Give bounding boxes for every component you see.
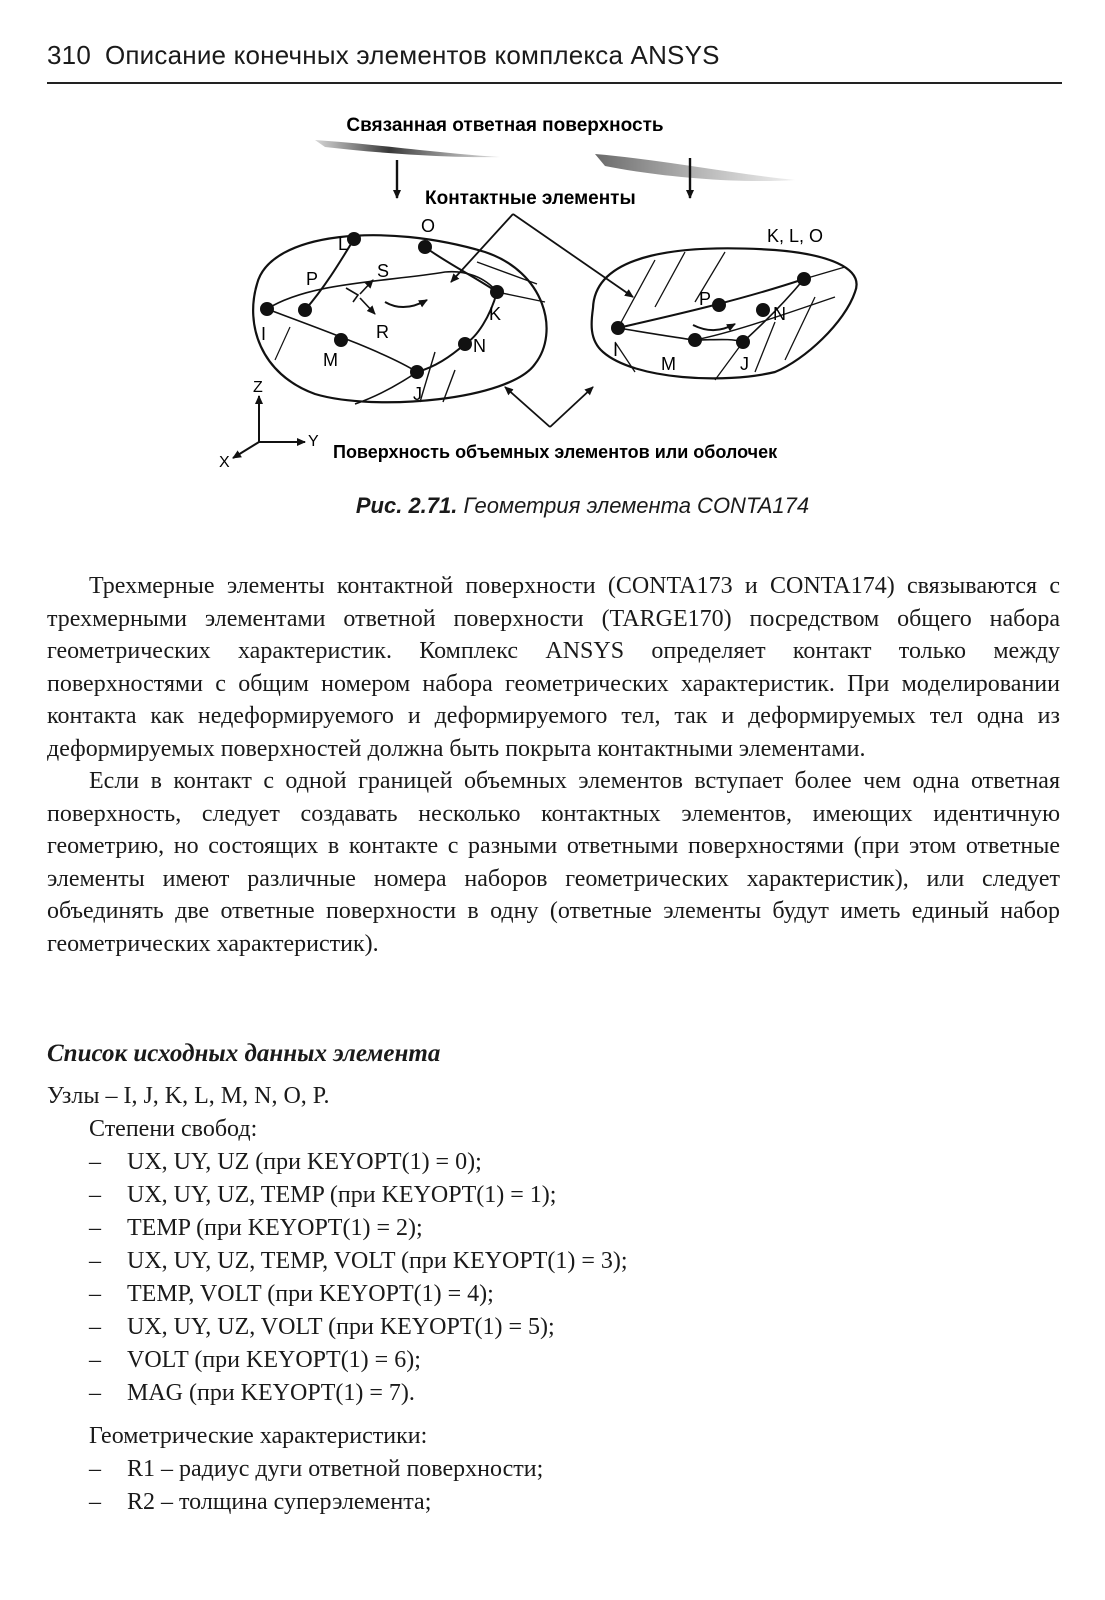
dof-item-text: UX, UY, UZ (при KEYOPT(1) = 0); — [127, 1149, 482, 1175]
node-klo-right: K, L, O — [767, 226, 824, 246]
caption-number: Рис. 2.71. — [355, 493, 458, 518]
list-dash: – — [89, 1456, 101, 1482]
node-m-right: M — [661, 354, 676, 374]
geom-item-text: R1 – радиус дуги ответной поверхности; — [127, 1456, 544, 1482]
node-i-left: I — [261, 324, 267, 344]
running-head — [47, 40, 1062, 71]
node-j-right: J — [740, 354, 749, 374]
dof-item — [47, 1377, 1060, 1410]
coordinate-axes — [219, 379, 319, 471]
target-surface-left — [315, 140, 500, 157]
node-l-left: L — [338, 234, 349, 254]
geom-item-text: R2 – толщина суперэлемента; — [127, 1489, 432, 1515]
list-dash: – — [89, 1149, 101, 1175]
axis-z-label: Z — [253, 379, 263, 396]
figure-conta174 — [215, 102, 875, 482]
list-dash: – — [89, 1215, 101, 1241]
page-number: 310 — [47, 40, 91, 70]
dof-item-text: UX, UY, UZ, TEMP, VOLT (при KEYOPT(1) = 3); — [127, 1248, 628, 1274]
running-title: Описание конечных элементов комплекса ANSYS — [104, 40, 720, 70]
node-p-left: P — [306, 269, 319, 289]
left-volume-element — [253, 216, 546, 404]
list-dash: – — [89, 1281, 101, 1307]
node-j-left: J — [413, 384, 422, 404]
list-dash: – — [89, 1182, 101, 1208]
dof-item-text: TEMP, VOLT (при KEYOPT(1) = 4); — [127, 1281, 494, 1307]
caption-title: Геометрия элемента CONTA174 — [463, 493, 810, 518]
node-n-right: N — [773, 304, 786, 324]
node-p-right: P — [699, 289, 712, 309]
element-geometry-diagram — [215, 102, 875, 482]
pointer-surface-right — [550, 387, 593, 427]
target-surface-right — [595, 154, 795, 181]
node-k-left: K — [489, 304, 502, 324]
geom-item — [47, 1486, 1060, 1519]
body-text — [47, 570, 1060, 960]
element-data-list — [47, 1080, 1060, 1519]
list-dash: – — [89, 1347, 101, 1373]
dof-item-text: TEMP (при KEYOPT(1) = 2); — [127, 1215, 423, 1241]
geom-heading: Геометрические характеристики: — [89, 1423, 428, 1449]
dof-item — [47, 1311, 1060, 1344]
dof-item-text: MAG (при KEYOPT(1) = 7). — [127, 1380, 415, 1406]
node-m-left: M — [323, 350, 338, 370]
axis-x-label: X — [219, 454, 230, 471]
list-dash: – — [89, 1314, 101, 1340]
node-r: R — [376, 322, 389, 342]
paragraph-2: Если в контакт с одной границей объемных элементов вступает более чем одна ответная поверхность, следует создавать несколько контактных элементов, имеющих идентичную геометрию, но состоящих в контакте с разными ответными поверхностями (при этом ответные элементы имеют различные номера наборов геометрических характеристик), или следует объединять две ответные поверхности в одну (ответные элементы будут иметь единый набор геометрических характеристик). — [47, 768, 1060, 957]
dof-item — [47, 1245, 1060, 1278]
right-shell-element — [592, 226, 857, 380]
figure-caption — [0, 493, 1105, 519]
dof-heading: Степени свобод: — [89, 1116, 258, 1142]
node-i-right: I — [613, 340, 619, 360]
nodes-line: Узлы – I, J, K, L, M, N, O, P. — [47, 1083, 330, 1109]
list-dash: – — [89, 1489, 101, 1515]
axis-y-label: Y — [308, 433, 319, 450]
dof-item — [47, 1278, 1060, 1311]
header-rule — [47, 82, 1062, 84]
dof-item — [47, 1212, 1060, 1245]
list-dash: – — [89, 1248, 101, 1274]
node-s: S — [377, 261, 390, 281]
node-n-left: N — [473, 336, 486, 356]
label-bonded-target-surface: Связанная ответная поверхность — [346, 115, 664, 136]
dof-item-text: VOLT (при KEYOPT(1) = 6); — [127, 1347, 421, 1373]
label-contact-elements: Контактные элементы — [425, 188, 636, 209]
label-volume-surface: Поверхность объемных элементов или оболочек — [333, 442, 778, 462]
paragraph-1: Трехмерные элементы контактной поверхности (CONTA173 и CONTA174) связываются с трехмерными элементами ответной поверхности (TARGE170) посредством общего набора геометрических характеристик. Комплекс ANSYS определяет контакт только между поверхностями с общим номером набора геометрических характеристик. При моделировании контакта как недеформируемого и деформируемого тел, так и деформируемых тел одна из деформируемых поверхностей должна быть покрыта контактными элементами. — [47, 573, 1060, 762]
dof-item-text: UX, UY, UZ, VOLT (при KEYOPT(1) = 5); — [127, 1314, 555, 1340]
dof-item — [47, 1146, 1060, 1179]
section-heading: Список исходных данных элемента — [47, 1040, 441, 1067]
dof-item — [47, 1179, 1060, 1212]
list-dash: – — [89, 1380, 101, 1406]
node-o-left: O — [421, 216, 436, 236]
dof-item — [47, 1344, 1060, 1377]
dof-item-text: UX, UY, UZ, TEMP (при KEYOPT(1) = 1); — [127, 1182, 557, 1208]
pointer-surface-left — [505, 387, 550, 427]
geom-item — [47, 1453, 1060, 1486]
